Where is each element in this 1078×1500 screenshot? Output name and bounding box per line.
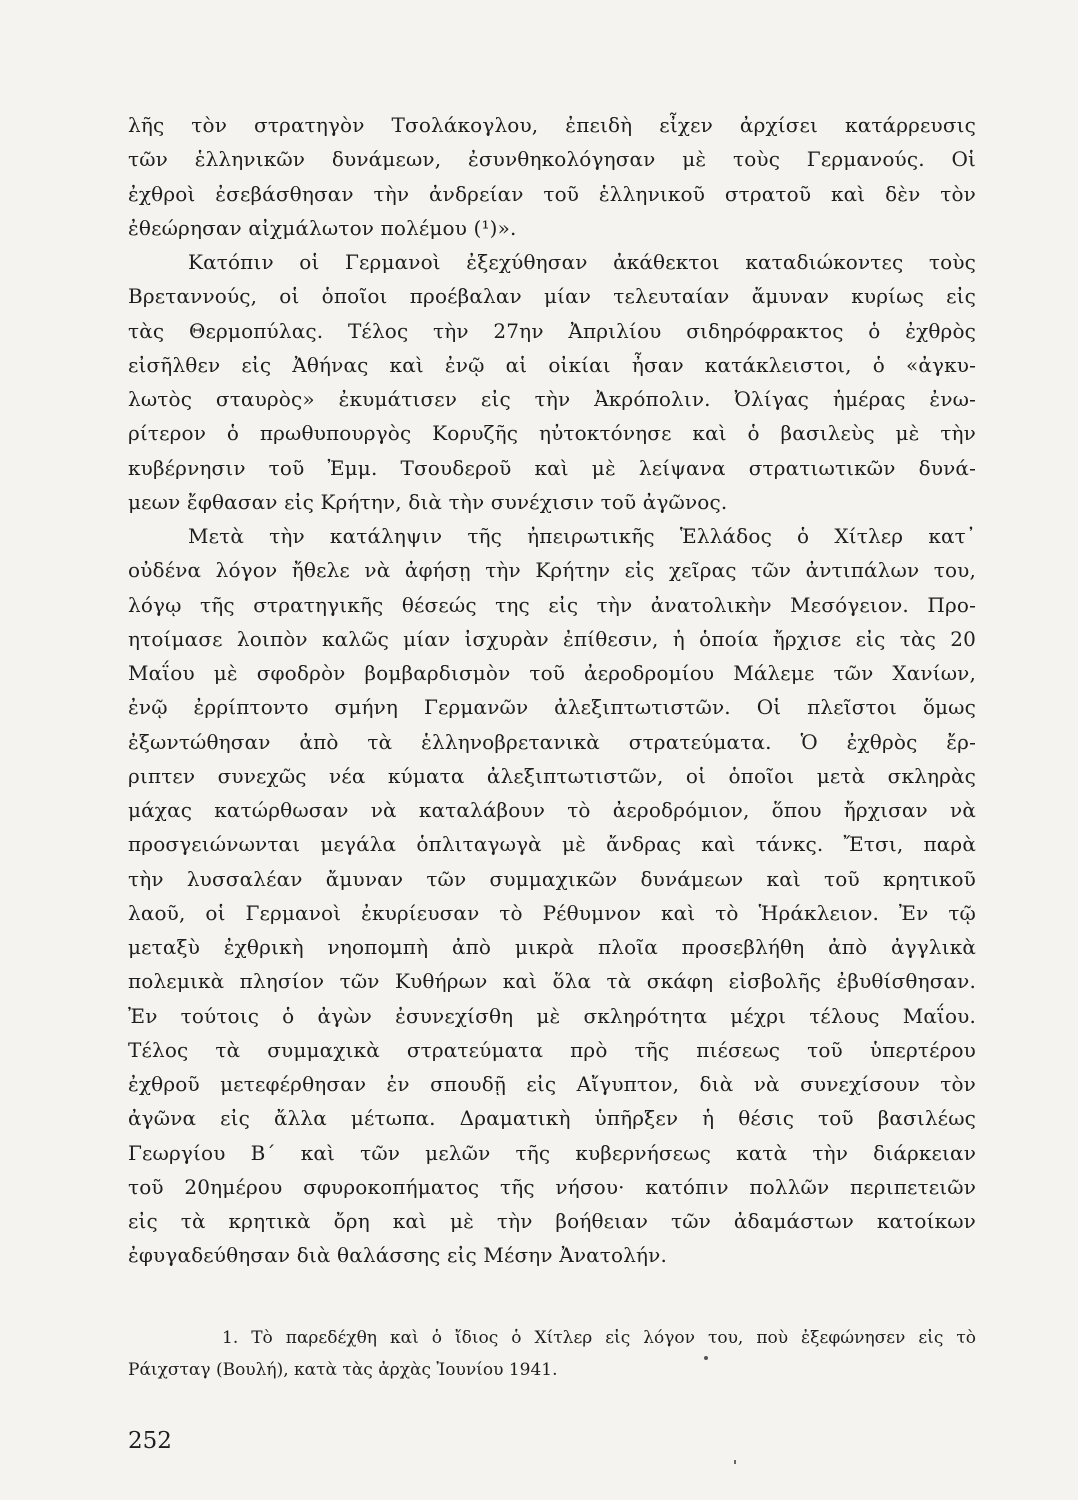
text-line: Ἐν τούτοις ὁ ἀγὼν ἐσυνεχίσθη μὲ σκληρότητα μέχρι τέλους Μαΐου. [128,1003,976,1028]
footnote-line: Ράιχσταγ (Βουλή), κατὰ τὰς ἀρχὰς Ἰουνίου 1941. [128,1360,558,1380]
stray-mark [734,1460,736,1464]
text-line: ἐξωντώθησαν ἀπὸ τὰ ἑλληνοβρετανικὰ στρατεύματα. Ὁ ἐχθρὸς ἔρ- [128,729,976,754]
text-line: εἰς τὰ κρητικὰ ὄρη καὶ μὲ τὴν βοήθειαν τῶν ἀδαμάστων κατοίκων [128,1209,976,1233]
text-line: τῶν ἑλληνικῶν δυνάμεων, ἐσυνθηκολόγησαν μὲ τοὺς Γερμανούς. Οἱ [128,147,976,172]
text-line: ἐνῷ ἐρρίπτοντο σμήνη Γερμανῶν ἀλεξιπτωτιστῶν. Οἱ πλεῖστοι ὅμως [128,695,976,720]
page-number: 252 [128,1428,172,1454]
text-line: ἐθεώρησαν αἰχμάλωτον πολέμου (¹)». [128,215,517,240]
text-line: λωτὸς σταυρὸς» ἐκυμάτισεν εἰς τὴν Ἀκρόπολιν. Ὀλίγας ἡμέρας ἐνω- [128,387,976,411]
text-line: κυβέρνησιν τοῦ Ἐμμ. Τσουδεροῦ καὶ μὲ λείψανα στρατιωτικῶν δυνά- [128,455,976,480]
text-line: προσγειώνωνται μεγάλα ὁπλιταγωγὰ μὲ ἄνδρας καὶ τάνκς. Ἔτσι, παρὰ [128,832,976,857]
text-line: Κατόπιν οἱ Γερμανοὶ ἐξεχύθησαν ἀκάθεκτοι καταδιώκοντες τοὺς [188,250,976,274]
text-line: Μαΐου μὲ σφοδρὸν βομβαρδισμὸν τοῦ ἀεροδρομίου Μάλεμε τῶν Χανίων, [128,661,976,685]
text-line: Γεωργίου Β΄ καὶ τῶν μελῶν τῆς κυβερνήσεως κατὰ τὴν διάρκειαν [128,1140,976,1165]
text-line: εἰσῆλθεν εἰς Ἀθήνας καὶ ἐνῷ αἱ οἰκίαι ἦσαν κατάκλειστοι, ὁ «ἀγκυ- [128,352,976,377]
text-line: τὰς Θερμοπύλας. Τέλος τὴν 27ην Ἀπριλίου σιδηρόφρακτος ὁ ἐχθρὸς [128,318,976,343]
text-line: ἐφυγαδεύθησαν διὰ θαλάσσης εἰς Μέσην Ἀνατολήν. [128,1243,667,1268]
text-line: ητοίμασε λοιπὸν καλῶς μίαν ἰσχυρὰν ἐπίθεσιν, ἡ ὁποία ἤρχισε εἰς τὰς 20 [128,626,976,651]
text-line: ἐχθροῦ μετεφέρθησαν ἐν σπουδῇ εἰς Αἴγυπτον, διὰ νὰ συνεχίσουν τὸν [128,1072,976,1096]
text-line: ριπτεν συνεχῶς νέα κύματα ἀλεξιπτωτιστῶν, οἱ ὁποῖοι μετὰ σκληρὰς [128,763,976,788]
text-line: Βρεταννούς, οἱ ὁποῖοι προέβαλαν μίαν τελευταίαν ἄμυναν κυρίως εἰς [128,284,976,309]
text-line: μάχας κατώρθωσαν νὰ καταλάβουν τὸ ἀεροδρόμιον, ὅπου ἤρχισαν νὰ [128,798,976,822]
text-line: ἀγῶνα εἰς ἄλλα μέτωπα. Δραματικὴ ὑπῆρξεν ἡ θέσις τοῦ βασιλέως [128,1106,976,1131]
text-line: τὴν λυσσαλέαν ἄμυναν τῶν συμμαχικῶν δυνάμεων καὶ τοῦ κρητικοῦ [128,866,976,891]
body-text [128,108,976,1273]
text-line: τοῦ 20ημέρου σφυροκοπήματος τῆς νήσου· κατόπιν πολλῶν περιπετειῶν [128,1174,976,1199]
text-line: οὐδένα λόγον ἤθελε νὰ ἀφήσῃ τὴν Κρήτην εἰς χεῖρας τῶν ἀντιπάλων του, [128,558,976,583]
text-line: λόγῳ τῆς στρατηγικῆς θέσεώς της εἰς τὴν ἀνατολικὴν Μεσόγειον. Προ- [128,592,976,617]
text-line: Μετὰ τὴν κατάληψιν τῆς ἠπειρωτικῆς Ἑλλάδος ὁ Χίτλερ κατ᾽ [188,524,976,548]
stray-dot [704,1356,708,1360]
text-line: μεων ἔφθασαν εἰς Κρήτην, διὰ τὴν συνέχισιν τοῦ ἀγῶνος. [128,489,728,514]
footnote-line: 1. Τὸ παρεδέχθη καὶ ὁ ἴδιος ὁ Χίτλερ εἰς λόγον του, ποὺ ἐξεφώνησεν εἰς τὸ [222,1328,976,1348]
text-line: λῆς τὸν στρατηγὸν Τσολάκογλου, ἐπειδὴ εἶχεν ἀρχίσει κατάρρευσις [128,113,976,137]
text-line: ρίτερον ὁ πρωθυπουργὸς Κορυζῆς ηὐτοκτόνησε καὶ ὁ βασιλεὺς μὲ τὴν [128,421,976,446]
text-line: λαοῦ, οἱ Γερμανοὶ ἐκυρίευσαν τὸ Ρέθυμνον καὶ τὸ Ἡράκλειον. Ἐν τῷ [128,900,976,925]
text-line: ἐχθροὶ ἐσεβάσθησαν τὴν ἀνδρείαν τοῦ ἑλληνικοῦ στρατοῦ καὶ δὲν τὸν [128,181,976,206]
text-line: Τέλος τὰ συμμαχικὰ στρατεύματα πρὸ τῆς πιέσεως τοῦ ὑπερτέρου [128,1037,976,1062]
footnote [128,1322,976,1386]
text-line: πολεμικὰ πλησίον τῶν Κυθήρων καὶ ὅλα τὰ σκάφη εἰσβολῆς ἐβυθίσθησαν. [128,969,976,994]
text-line: μεταξὺ ἐχθρικὴ νηοπομπὴ ἀπὸ μικρὰ πλοῖα προσεβλήθη ἀπὸ ἀγγλικὰ [128,935,976,959]
